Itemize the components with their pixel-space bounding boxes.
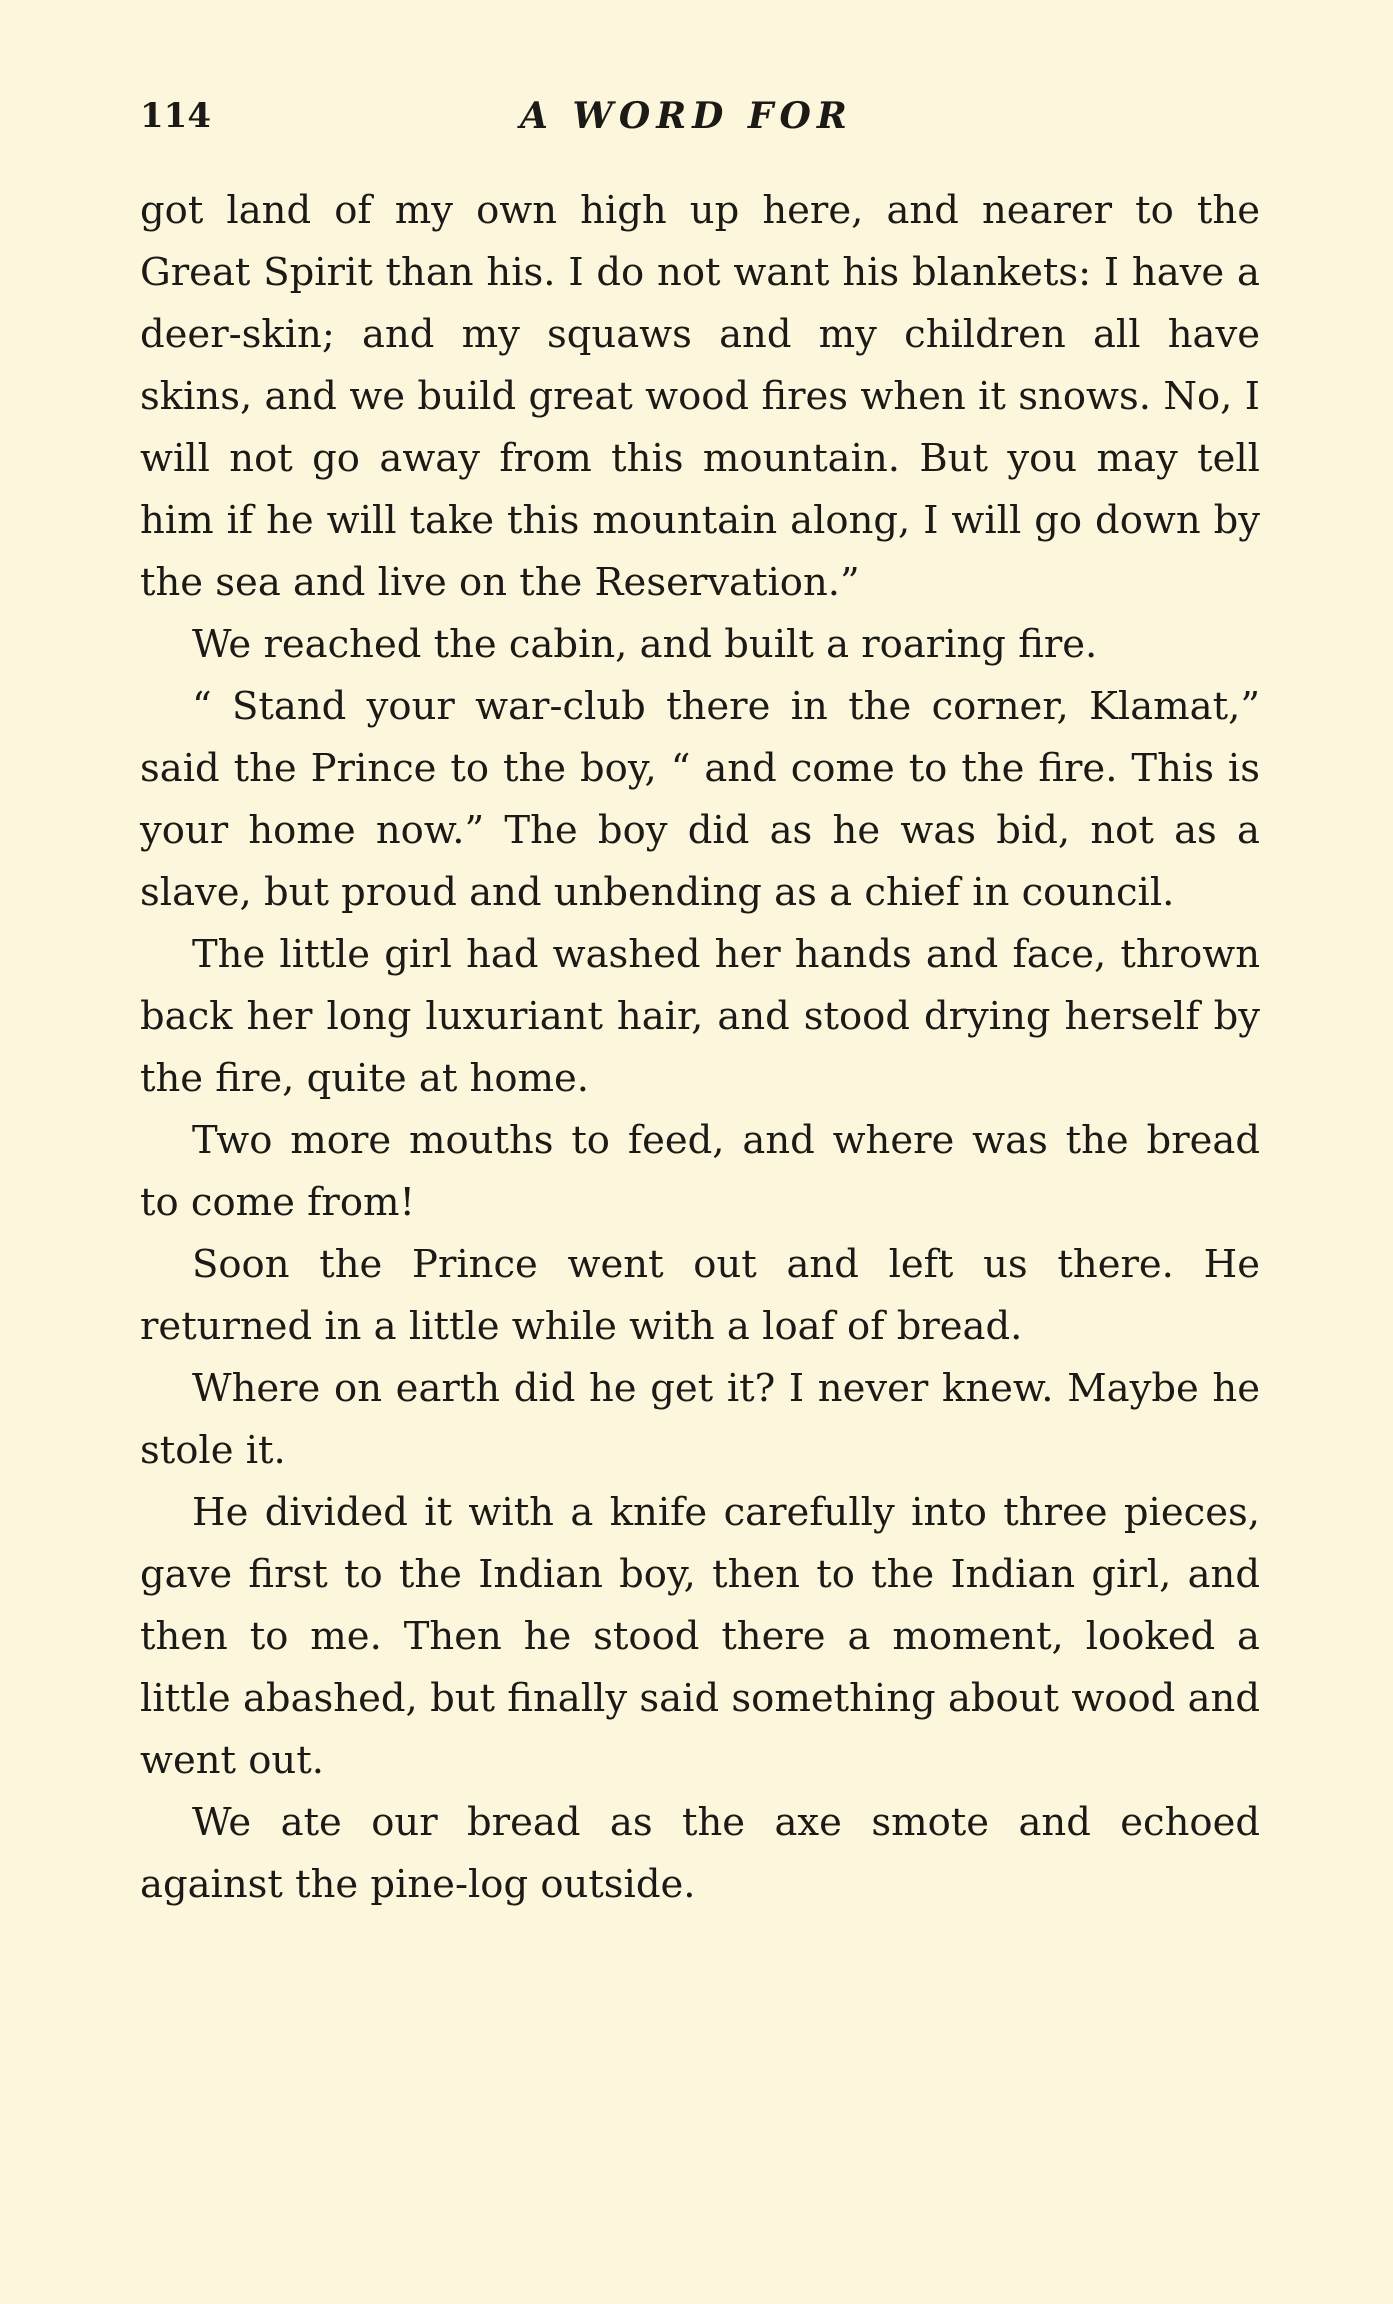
paragraph: The little girl had washed her hands and face, thrown back her long luxuriant hair, and stood drying herself by the fire, quite at home. — [140, 932, 1260, 1101]
paragraph: We ate our bread as the axe smote and echoed against the pine-log outside. — [140, 1800, 1260, 1907]
paragraph: got land of my own high up here, and nearer to the Great Spirit than his. I do not want his blankets: I have a deer-skin; and my squaws and my children all have skins, and we build great wood fires when it snows. No, I will not go away from this mountain. But you may tell him if he will take this mountain along, I will go down by the sea and live on the Reservation.” — [140, 188, 1260, 605]
paragraph: He divided it with a knife carefully into three pieces, gave first to the Indian boy, then to the Indian girl, and then to me. Then he stood there a moment, looked a little abashed, but finally said something about wood and went out. — [140, 1490, 1260, 1783]
paragraph: Where on earth did he get it? I never knew. Maybe he stole it. — [140, 1366, 1260, 1473]
page-number: 114 — [140, 96, 211, 136]
paragraph: Soon the Prince went out and left us there. He returned in a little while with a loaf of bread. — [140, 1242, 1260, 1349]
body-text — [140, 180, 1260, 1916]
running-head — [140, 86, 1260, 146]
running-title: A WORD FOR — [520, 95, 853, 137]
paragraph: Two more mouths to feed, and where was the bread to come from! — [140, 1118, 1260, 1225]
paragraph: “ Stand your war-club there in the corner, Klamat,” said the Prince to the boy, “ and come to the fire. This is your home now.” The boy did as he was bid, not as a slave, but proud and unbending as a chief in council. — [140, 684, 1260, 915]
paragraph: We reached the cabin, and built a roaring fire. — [192, 622, 1098, 667]
